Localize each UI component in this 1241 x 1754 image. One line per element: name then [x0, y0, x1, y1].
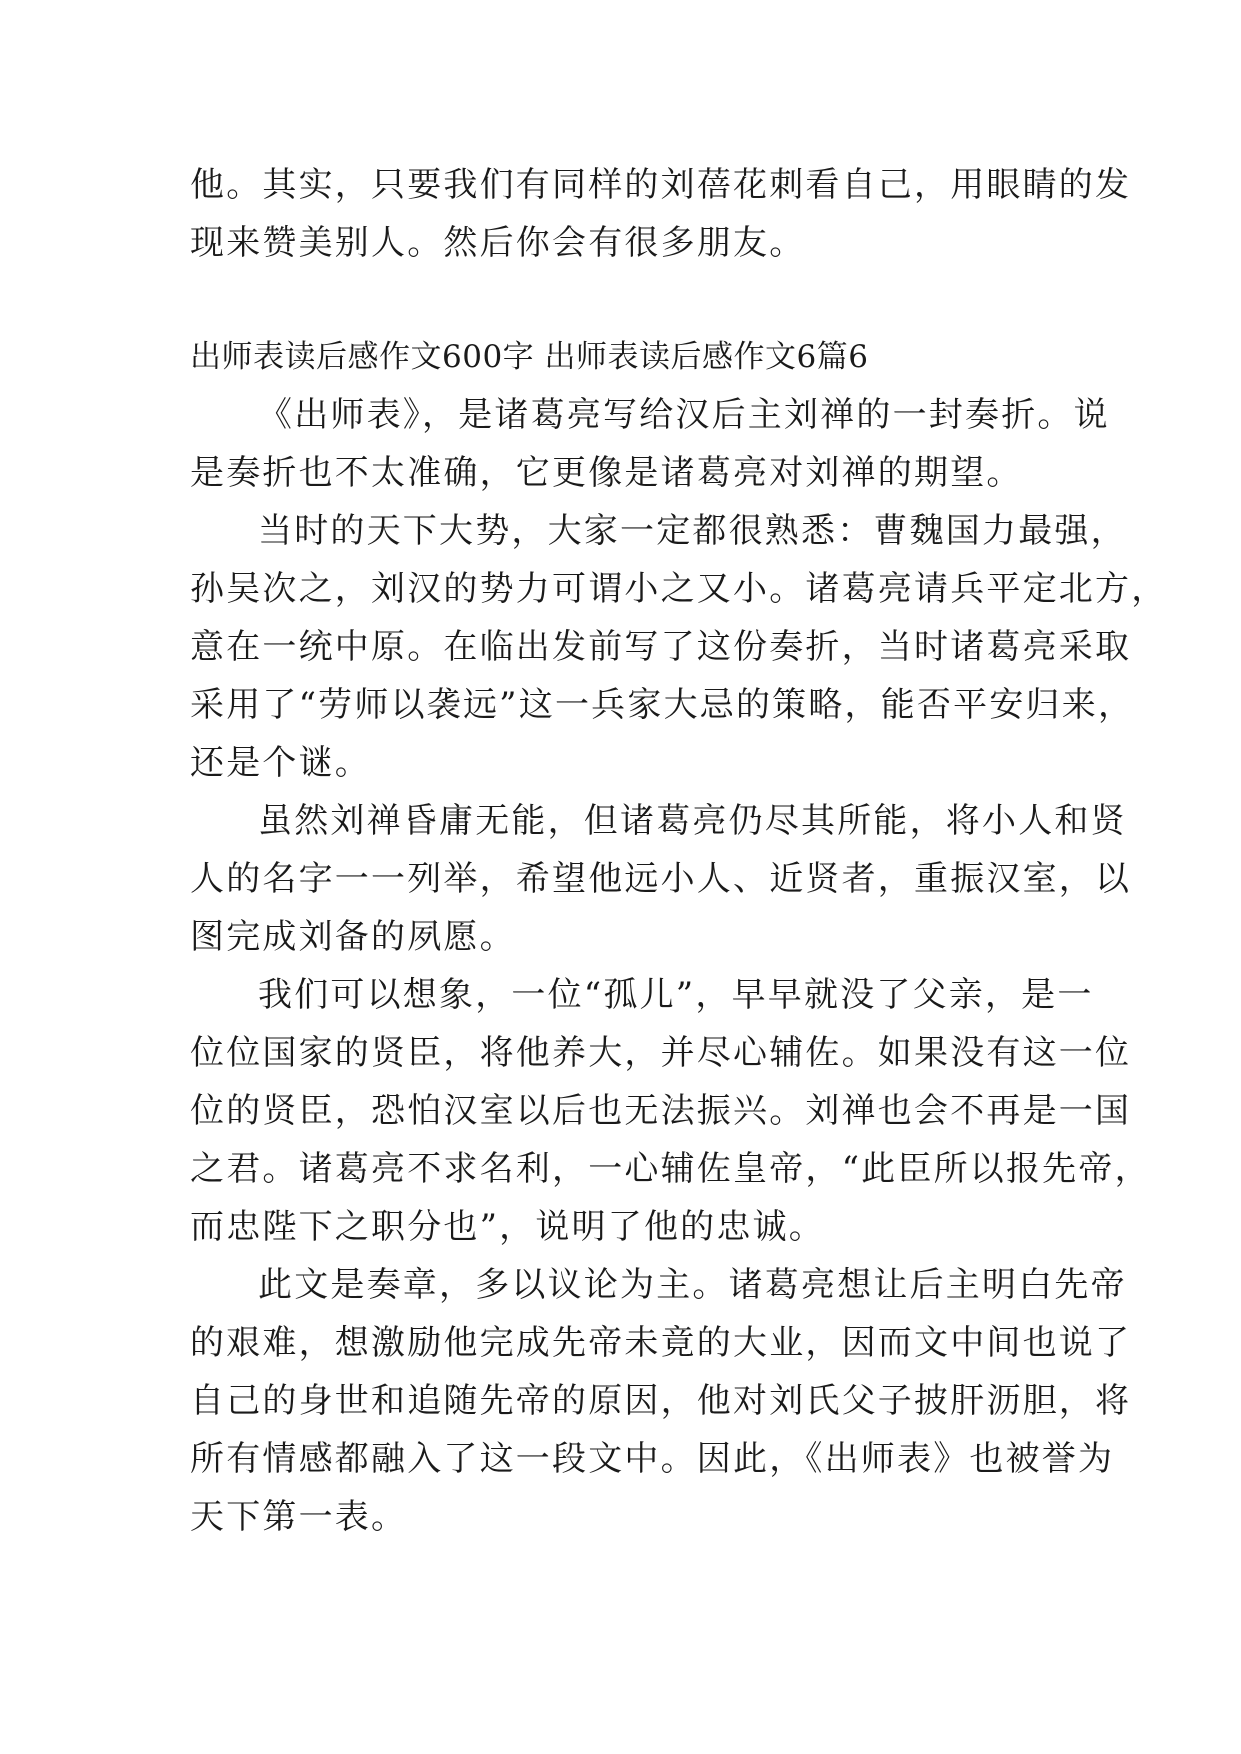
text-line: 是奏折也不太准确，它更像是诸葛亮对刘禅的期望。	[190, 453, 1023, 493]
paragraph	[190, 792, 1132, 966]
paragraph	[190, 1256, 1132, 1546]
text-line: 现来赞美别人。然后你会有很多朋友。	[190, 223, 806, 263]
text-line: 所有情感都融入了这一段文中。因此，《出师表》也被誉为	[190, 1439, 1115, 1479]
text-line: 他。其实，只要我们有同样的刘蓓花刺看自己，用眼睛的发	[190, 165, 1132, 205]
text-line: 自己的身世和追随先帝的原因，他对刘氏父子披肝沥胆，将	[190, 1381, 1132, 1421]
text-line: 还是个谜。	[190, 743, 371, 783]
text-line: 位的贤臣，恐怕汉室以后也无法振兴。刘禅也会不再是一国	[190, 1091, 1132, 1131]
text-line: 采用了“劳师以袭远”这一兵家大忌的策略，能否平安归来，	[190, 685, 1135, 725]
paragraph	[190, 386, 1110, 502]
section-title: 出师表读后感作文600字 出师表读后感作文6篇6	[190, 339, 869, 375]
text-line: 虽然刘禅昏庸无能，但诸葛亮仍尽其所能，将小人和贤	[258, 801, 1127, 841]
paragraph	[190, 966, 1151, 1256]
text-line: 而忠陛下之职分也”，说明了他的忠诚。	[190, 1207, 825, 1247]
text-line: 图完成刘备的夙愿。	[190, 917, 516, 957]
text-line: 意在一统中原。在临出发前写了这份奏折，当时诸葛亮采取	[190, 627, 1132, 667]
text-line: 当时的天下大势，大家一定都很熟悉：曹魏国力最强，	[258, 511, 1127, 551]
paragraph	[190, 502, 1168, 792]
text-line: 之君。诸葛亮不求名利，一心辅佐皇帝，“此臣所以报先帝，	[190, 1149, 1151, 1189]
text-line: 我们可以想象，一位“孤儿”，早早就没了父亲，是一	[258, 975, 1094, 1015]
document-page	[190, 156, 1168, 1546]
text-line: 位位国家的贤臣，将他养大，并尽心辅佐。如果没有这一位	[190, 1033, 1132, 1073]
text-line: 《出师表》，是诸葛亮写给汉后主刘禅的一封奏折。说	[258, 395, 1110, 435]
text-line: 此文是奏章，多以议论为主。诸葛亮想让后主明白先帝	[258, 1265, 1127, 1305]
text-line: 人的名字一一列举，希望他远小人、近贤者，重振汉室，以	[190, 859, 1132, 899]
text-line: 天下第一表。	[190, 1497, 408, 1537]
intro-fragment	[190, 156, 1132, 272]
text-line: 孙吴次之，刘汉的势力可谓小之又小。诸葛亮请兵平定北方，	[190, 569, 1168, 609]
text-line: 的艰难，想激励他完成先帝未竟的大业，因而文中间也说了	[190, 1323, 1132, 1363]
